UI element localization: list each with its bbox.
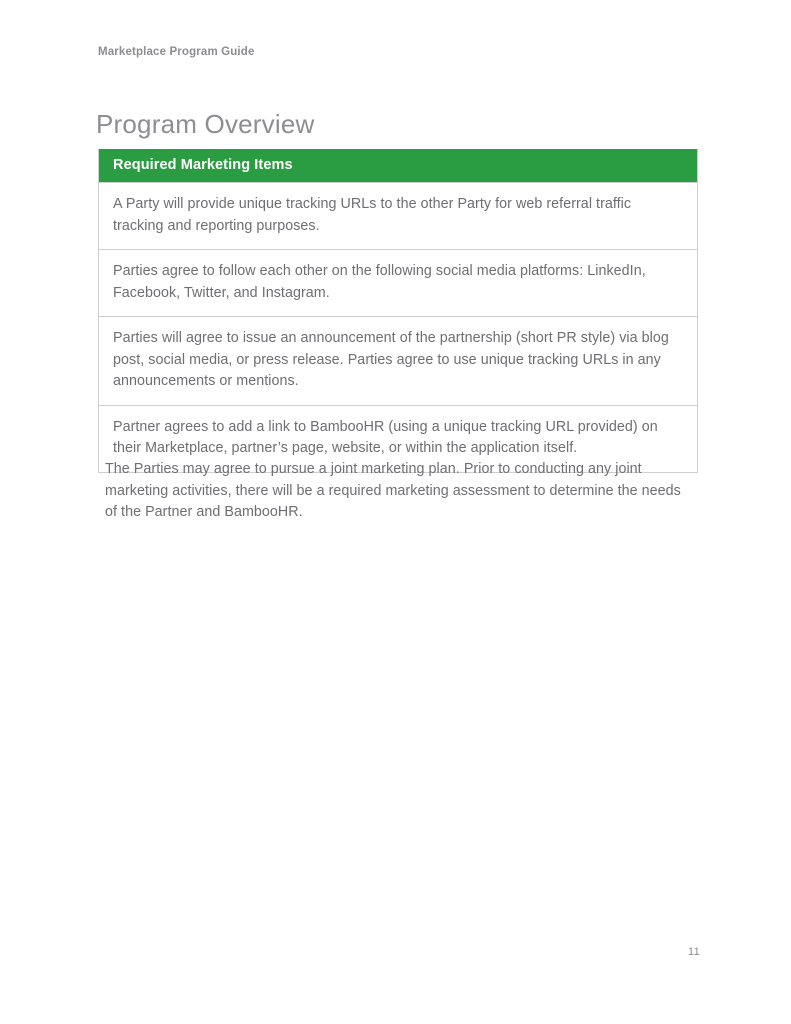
table-header-row	[99, 149, 697, 182]
table-row	[99, 249, 697, 316]
table-row	[99, 182, 697, 249]
required-marketing-items-table	[98, 149, 698, 473]
table-cell-text: A Party will provide unique tracking URLs to the other Party for web referral traffic tracking and reporting purposes.	[113, 196, 632, 234]
page-title: Program Overview	[96, 109, 315, 140]
body-paragraph: The Parties may agree to pursue a joint marketing plan. Prior to conducting any joint marketing activities, there will be a required marketing assessment to determine the needs of the Partner and BambooHR.	[105, 461, 681, 521]
running-head: Marketplace Program Guide	[98, 46, 255, 58]
table-row	[99, 316, 697, 405]
table-cell-text: Parties agree to follow each other on the following social media platforms: LinkedIn, Facebook, Twitter, and Instagram.	[113, 263, 646, 301]
table-cell-text: Parties will agree to issue an announcement of the partnership (short PR style) via blog post, social media, or press release. Parties agree to use unique tracking URLs in any announcements or mentions.	[113, 330, 669, 389]
table-header-label: Required Marketing Items	[113, 157, 293, 174]
table-cell-text: Partner agrees to add a link to BambooHR (using a unique tracking URL provided) on their Marketplace, partner’s page, website, or within the application itself.	[113, 418, 658, 456]
page-number: 11	[688, 946, 701, 958]
